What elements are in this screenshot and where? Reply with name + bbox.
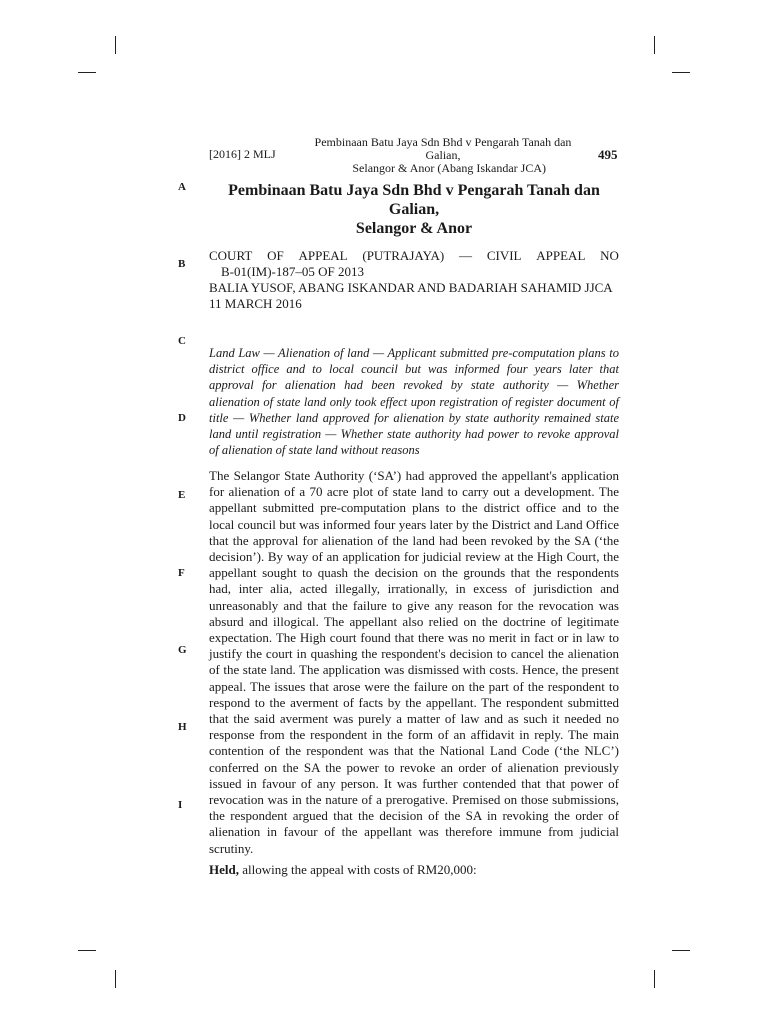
crop-mark — [672, 72, 690, 73]
held-text: allowing the appeal with costs of RM20,000: — [238, 862, 477, 877]
case-title-line-2: Selangor & Anor — [355, 220, 473, 237]
margin-letter: A — [178, 181, 186, 193]
margin-letter: G — [178, 644, 187, 656]
court-word: APPEAL — [298, 248, 348, 263]
margin-letter: I — [178, 799, 183, 811]
margin-letter: B — [178, 258, 186, 270]
held-line — [209, 862, 477, 878]
court-line — [209, 248, 619, 264]
case-title-line-1: Pembinaan Batu Jaya Sdn Bhd v Pengarah Tanah dan Galian, — [228, 182, 600, 218]
court-word: COURT — [209, 248, 253, 263]
margin-letter: F — [178, 567, 185, 579]
margin-letter: H — [178, 721, 187, 733]
court-word: — — [459, 248, 473, 263]
headnote: The Selangor State Authority (‘SA’) had approved the appellant's application for alienation of a 70 acre plot of state land to carry out a development. The appellant submitted pre-computation plans to the district office and to the local council but was informed four years later by the District and Land Office that the approval for alienation of the land had been revoked by the SA (‘the decision’). By way of an application for judicial review at the High Court, the appellant sought to quash the decision on the grounds that the respondents had, inter alia, acted illegally, irrationally, in excess of jurisdiction and unreasonably and that the failure to give any reason for the revocation was absurd and illogical. The appellant also relied on the doctrine of legitimate expectation. The High court found that there was no merit in fact or in law to justify the court in quashing the respondent's decision to cancel the alienation of the state land. The application was dismissed with costs. Hence, the present appeal. The issues that arose were the failure on the part of the respondent to respond to the averment of facts by the appellant. The respondent submitted that the said averment was purely a matter of law and as such it needed no response from the respondent in the form of an affidavit in reply. The main contention of the respondent was that the National Land Code (‘the NLC’) conferred on the SA the power to revoke an order of alienation previously issued in favour of any person. It was further contended that that power of revocation was in the nature of a prerogative. Premised on those submissions, the respondent argued that the decision of the SA in revoking the order of alienation in favour of the appellant was therefore immune from judicial scrutiny. — [209, 468, 619, 856]
case-title — [209, 181, 619, 238]
margin-letter: E — [178, 489, 186, 501]
crop-mark — [115, 36, 116, 54]
margin-letter: D — [178, 412, 186, 424]
crop-mark — [78, 72, 96, 73]
appeal-number: B-01(IM)-187–05 OF 2013 — [221, 264, 364, 279]
judges: BALIA YUSOF, ABANG ISKANDAR AND BADARIAH SAHAMID JJCA — [209, 280, 613, 295]
crop-mark — [654, 36, 655, 54]
court-word: NO — [600, 248, 619, 263]
report-citation: [2016] 2 MLJ — [209, 147, 276, 161]
crop-mark — [78, 950, 96, 951]
crop-mark — [672, 950, 690, 951]
court-word: (PUTRAJAYA) — [362, 248, 445, 263]
crop-mark — [654, 970, 655, 988]
catchwords: Land Law — Alienation of land — Applicant submitted pre-computation plans to district office and to local council but was informed four years later that approval for alienation had been revoked by state authority — Whether alienation of state land only took effect upon registration of register document of title — Whether land approved for alienation by state authority remained state land until registration — Whether state authority had power to revoke approval of alienation of state land without reasons — [209, 346, 619, 458]
court-info — [209, 248, 619, 312]
running-header-line-1: Pembinaan Batu Jaya Sdn Bhd v Pengarah Tanah dan Galian, — [314, 135, 572, 162]
running-header-line-2: Selangor & Anor (Abang Iskandar JCA) — [352, 161, 546, 175]
court-word: OF — [267, 248, 284, 263]
court-word: APPEAL — [536, 248, 586, 263]
decision-date: 11 MARCH 2016 — [209, 296, 302, 311]
crop-mark — [115, 970, 116, 988]
margin-letter: C — [178, 335, 186, 347]
page-number: 495 — [598, 147, 618, 162]
held-label: Held, — [209, 862, 239, 877]
running-header-case — [300, 136, 586, 175]
court-word: CIVIL — [486, 248, 522, 263]
